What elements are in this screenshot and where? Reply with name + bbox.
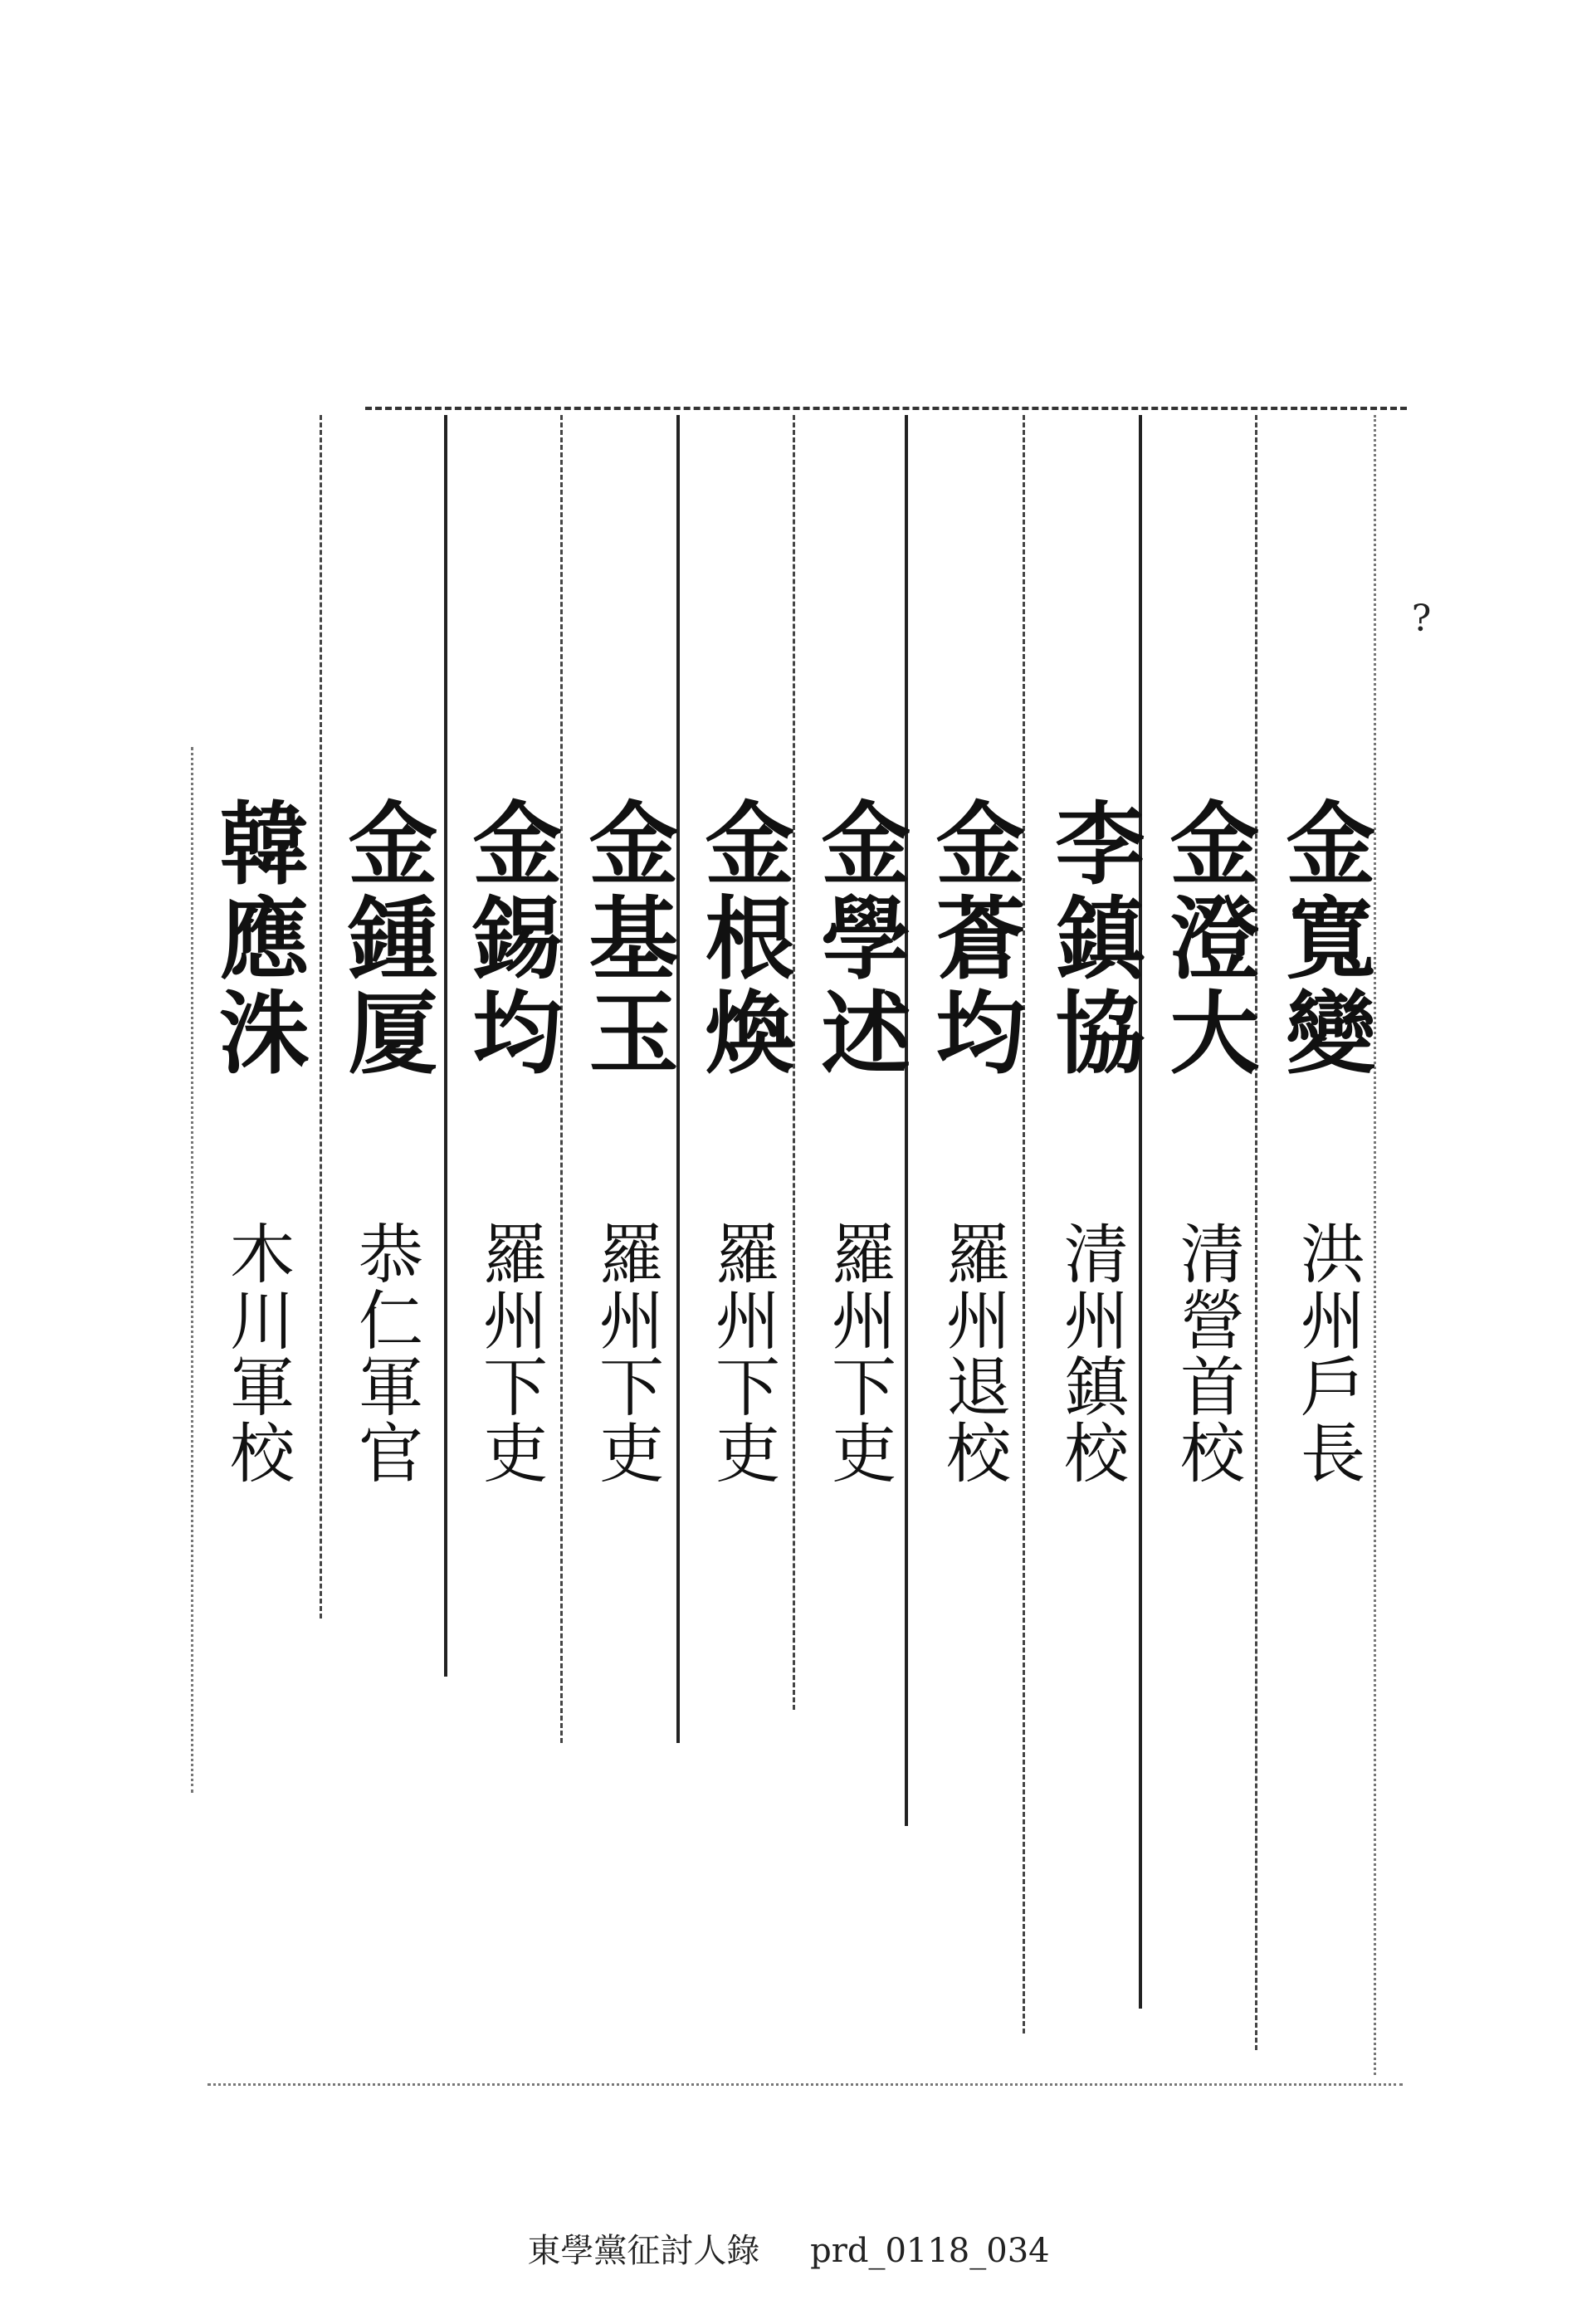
entry-name: 金錫均 [457,797,562,1081]
entry-name: 金根煥 [690,797,794,1081]
footer-code: prd_0118_034 [810,2232,1050,2270]
top-border-line [365,407,1407,410]
entry-role: 羅州下吏 [705,1220,779,1486]
entry-name: 金澄大 [1155,797,1259,1081]
column-line [444,415,447,1677]
entry-role: 羅州下吏 [821,1220,896,1486]
entry-name: 韓應洙 [204,797,309,1081]
page-footer [0,2224,1577,2272]
entry-name: 金鍾厦 [333,797,437,1081]
column-line [905,415,908,1826]
entry-role: 羅州下吏 [472,1220,547,1486]
entry-role: 清營首校 [1169,1220,1244,1486]
entry-name: 李鎮協 [1040,797,1145,1081]
column-line [1139,415,1142,2009]
entry-role: 洪州戶長 [1290,1220,1365,1486]
entry-role: 清州鎮校 [1053,1220,1128,1486]
entry-name: 金蒼均 [920,797,1025,1081]
entry-role: 恭仁軍官 [348,1220,422,1486]
column-line [191,747,193,1793]
margin-mark: ? [1400,598,1443,640]
column-line [1255,415,1257,2050]
column-line [1374,415,1376,2075]
footer-title: 東學黨征討人錄 [527,2232,760,2270]
entry-role: 羅州下吏 [588,1220,663,1486]
column-line [320,415,322,1618]
bottom-border-line [208,2083,1403,2086]
entry-name: 金學述 [806,797,911,1081]
entry-role: 羅州退校 [935,1220,1010,1486]
column-line [1023,415,1025,2034]
entry-role: 木川軍校 [219,1220,294,1486]
entry-name: 金基玉 [574,797,678,1081]
entry-name: 金寬變 [1271,797,1375,1081]
